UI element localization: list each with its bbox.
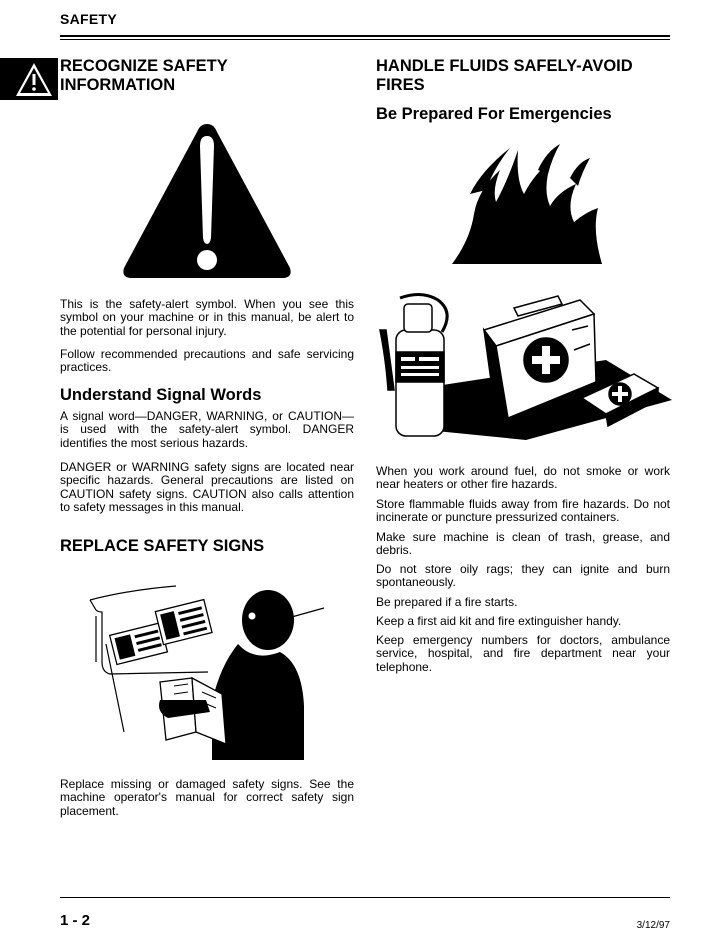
recognize-heading: RECOGNIZE SAFETY INFORMATION — [60, 57, 228, 94]
footer-rule — [60, 897, 670, 898]
fire-paragraph-7: Keep emergency numbers for doctors, ambulance service, hospital, and fire department near your telephone. — [376, 633, 670, 674]
fluids-heading: HANDLE FLUIDS SAFELY-AVOID FIRES — [376, 57, 633, 94]
page-date: 3/12/97 — [636, 920, 670, 931]
flame-icon — [452, 140, 604, 266]
alert-paragraph: This is the safety-alert symbol. When you see this symbol on your machine or in this manual, be alert to the potential for personal injury. — [60, 297, 354, 338]
replace-paragraph: Replace missing or damaged safety signs. See the machine operator's manual for correct safety sign placement. — [60, 777, 354, 818]
signal-paragraph-2: DANGER or WARNING safety signs are located near specific hazards. General precautions are listed on CAUTION safety signs. CAUTION also calls attention to safety messages in this manual. — [60, 460, 354, 514]
section-title: SAFETY — [60, 11, 118, 27]
fire-paragraph-4: Do not store oily rags; they can ignite and burn spontaneously. — [376, 562, 670, 590]
side-tab — [0, 58, 58, 100]
replace-heading: REPLACE SAFETY SIGNS — [60, 537, 265, 555]
warning-icon — [0, 58, 58, 100]
header-rule-thin — [60, 39, 670, 40]
fire-paragraph-3: Make sure machine is clean of trash, grease, and debris. — [376, 530, 670, 558]
fire-paragraph-6: Keep a first aid kit and fire extinguisher handy. — [376, 614, 622, 628]
safety-alert-symbol — [118, 120, 296, 282]
header-rule — [60, 35, 670, 37]
person-reading-sign-illustration — [88, 582, 328, 762]
follow-paragraph: Follow recommended precautions and safe servicing practices. — [60, 347, 354, 375]
fire-paragraph-1: When you work around fuel, do not smoke or work near heaters or other fire hazards. — [376, 464, 670, 492]
fire-extinguisher-first-aid-illustration — [376, 290, 672, 440]
page-number: 1 - 2 — [60, 912, 91, 929]
fire-paragraph-5: Be prepared if a fire starts. — [376, 595, 518, 609]
signal-words-heading: Understand Signal Words — [60, 386, 262, 404]
signal-paragraph-1: A signal word—DANGER, WARNING, or CAUTION—is used with the safety-alert symbol. DANGER identifies the most serious hazards. — [60, 409, 354, 450]
fire-paragraph-2: Store flammable fluids away from fire hazards. Do not incinerate or puncture pressurized containers. — [376, 497, 670, 525]
emergencies-heading: Be Prepared For Emergencies — [376, 105, 612, 123]
